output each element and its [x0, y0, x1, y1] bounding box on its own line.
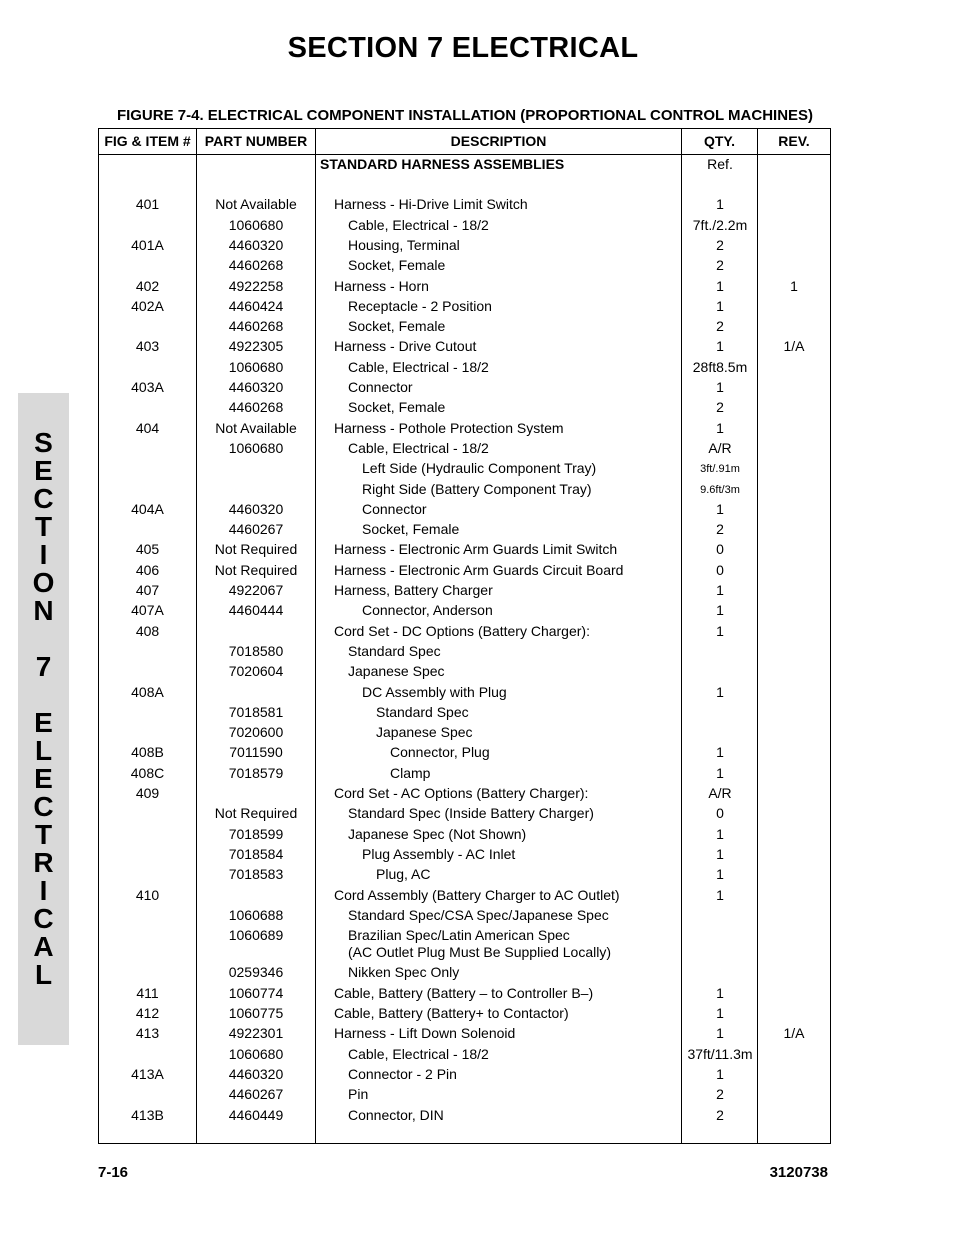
- row-quantity: 0: [716, 541, 724, 558]
- row-quantity: 1: [716, 602, 724, 619]
- row-quantity: Ref.: [707, 156, 733, 172]
- column-header-item: FIG & ITEM #: [104, 133, 191, 149]
- row-part-number: Not Required: [214, 541, 298, 558]
- document-number: 3120738: [769, 1164, 828, 1181]
- row-item-number: 407A: [131, 602, 164, 619]
- row-description: Nikken Spec Only: [348, 964, 460, 981]
- row-item-number: 404: [135, 419, 160, 436]
- table-row: [99, 399, 830, 419]
- table-row: [99, 684, 830, 704]
- row-quantity: 9.6ft/3m: [700, 483, 740, 496]
- column-header-part-number: PART NUMBER: [204, 133, 308, 149]
- row-description: Cable, Battery (Battery+ to Contactor): [334, 1005, 569, 1021]
- row-part-number: 7011590: [229, 744, 283, 761]
- row-item-number: 409: [135, 785, 160, 801]
- row-part-number: 4460320: [228, 236, 284, 253]
- row-item-number: 405: [135, 541, 160, 558]
- table-row: [99, 724, 830, 744]
- row-part-number: 4922258: [228, 277, 284, 294]
- row-quantity: 1: [716, 845, 724, 862]
- row-part-number: 7018584: [228, 845, 284, 862]
- row-description: Harness - Lift Down Solenoid: [334, 1025, 516, 1042]
- row-item-number: 401: [135, 196, 160, 213]
- column-header-rev: REV.: [778, 133, 810, 149]
- row-quantity: 1: [716, 297, 724, 314]
- table-row: [99, 846, 830, 866]
- row-item-number: 402: [135, 277, 160, 294]
- row-quantity: 1: [716, 866, 724, 883]
- row-quantity: 2: [716, 1086, 724, 1103]
- column-header-description: DESCRIPTION: [450, 133, 547, 149]
- row-quantity: 1: [716, 984, 724, 1001]
- row-part-number: 7018599: [228, 825, 284, 842]
- row-quantity: A/R: [708, 785, 732, 801]
- row-part-number: 4460268: [228, 257, 284, 274]
- row-part-number: 1060774: [228, 984, 284, 1001]
- row-quantity: 7ft./2.2m: [692, 216, 748, 233]
- page-number: 7-16: [98, 1164, 129, 1181]
- table-row: [99, 257, 830, 277]
- section-side-tab: [18, 393, 69, 1045]
- row-quantity: 1: [716, 744, 724, 761]
- row-description: Japanese Spec: [376, 724, 473, 741]
- row-description: Socket, Female: [348, 257, 446, 274]
- row-description: Left Side (Hydraulic Component Tray): [362, 460, 597, 477]
- row-part-number: 4460320: [228, 1065, 284, 1082]
- table-row: [99, 521, 830, 541]
- row-quantity: 1: [716, 419, 724, 436]
- table-row: [99, 217, 830, 237]
- side-tab-letter: T: [34, 511, 53, 542]
- table-row: [99, 744, 830, 764]
- table-row: [99, 907, 830, 927]
- row-revision: 1/A: [783, 1025, 805, 1042]
- row-description: Cord Assembly (Battery Charger to AC Outlet): [334, 886, 620, 903]
- row-part-number: 4460444: [228, 602, 284, 619]
- table-row: [99, 623, 830, 643]
- row-part-number: 1060688: [228, 906, 284, 923]
- row-item-number: 413: [135, 1025, 160, 1042]
- row-description: Socket, Female: [348, 318, 446, 335]
- side-tab-letter: O: [32, 567, 55, 598]
- row-part-number: Not Available: [215, 196, 297, 213]
- table-row: [99, 765, 830, 785]
- row-part-number: 1060680: [228, 358, 284, 375]
- row-quantity: 2: [716, 1106, 724, 1123]
- row-description: Harness - Pothole Protection System: [334, 419, 564, 436]
- figure-title: FIGURE 7-4. ELECTRICAL COMPONENT INSTALLATION (PROPORTIONAL CONTROL MACHINES): [116, 107, 814, 124]
- side-tab-letter: 7: [35, 651, 52, 682]
- row-item-number: 403: [135, 338, 160, 355]
- table-row: [99, 562, 830, 582]
- row-description: Harness - Electronic Arm Guards Circuit Board: [334, 561, 624, 578]
- row-quantity: 2: [716, 399, 724, 416]
- row-item-number: 410: [135, 886, 160, 903]
- table-row: [99, 1066, 830, 1086]
- row-revision: 1/A: [783, 338, 805, 355]
- table-row: [99, 318, 830, 338]
- row-description: Brazilian Spec/Latin American Spec: [348, 927, 570, 944]
- table-row: [99, 237, 830, 257]
- row-part-number: 4460267: [228, 521, 284, 538]
- side-tab-letter: I: [39, 539, 48, 570]
- table-row: [99, 785, 830, 805]
- row-quantity: 1: [716, 582, 724, 598]
- row-description: Standard Spec/CSA Spec/Japanese Spec: [348, 906, 609, 923]
- row-quantity: 1: [716, 622, 724, 639]
- side-tab-letter: N: [33, 595, 54, 626]
- table-row: [99, 196, 830, 216]
- row-part-number: 7020604: [228, 663, 284, 680]
- row-description: Connector, Plug: [390, 744, 490, 761]
- row-description: (AC Outlet Plug Must Be Supplied Locally): [348, 944, 612, 961]
- row-item-number: 413A: [131, 1065, 164, 1082]
- table-row: [99, 866, 830, 886]
- table-row: [99, 704, 830, 724]
- row-description: Connector, DIN: [348, 1106, 444, 1123]
- row-description: Connector: [362, 500, 427, 517]
- table-row: [99, 887, 830, 907]
- side-tab-letter: R: [33, 847, 54, 878]
- row-description: Harness - Electronic Arm Guards Limit Switch: [334, 541, 618, 558]
- row-item-number: 406: [135, 561, 160, 578]
- side-tab-letter: S: [34, 427, 53, 458]
- row-part-number: 0259346: [228, 964, 284, 981]
- row-part-number: Not Required: [214, 561, 298, 578]
- table-row: [99, 460, 830, 480]
- section-title: SECTION 7 ELECTRICAL: [287, 32, 639, 64]
- row-item-number: 403A: [131, 379, 164, 395]
- row-item-number: 401A: [131, 236, 164, 253]
- row-part-number: 4922067: [228, 582, 284, 598]
- table-row: [99, 582, 830, 602]
- row-part-number: 4460268: [228, 318, 284, 335]
- row-quantity: 1: [716, 500, 724, 517]
- column-header-qty: QTY.: [703, 133, 736, 149]
- table-row: [99, 501, 830, 521]
- row-revision: 1: [790, 277, 798, 294]
- row-part-number: 1060680: [228, 216, 284, 233]
- table-row: [99, 1005, 830, 1025]
- row-part-number: 4460268: [228, 399, 284, 416]
- row-quantity: 2: [716, 521, 724, 538]
- row-description: DC Assembly with Plug: [362, 683, 507, 700]
- row-part-number: 4460424: [228, 297, 284, 314]
- row-part-number: 4460320: [228, 500, 284, 517]
- row-description: Japanese Spec (Not Shown): [348, 825, 527, 842]
- row-quantity: 37ft/11.3m: [687, 1045, 753, 1062]
- row-quantity: 1: [716, 1005, 724, 1021]
- row-part-number: 7018579: [228, 764, 284, 781]
- row-part-number: 4460449: [228, 1106, 284, 1123]
- row-description: Cable, Electrical - 18/2: [348, 358, 489, 375]
- table-row: [99, 359, 830, 379]
- table-row: [99, 440, 830, 460]
- row-item-number: 413B: [131, 1106, 164, 1123]
- side-tab-letter: E: [34, 763, 53, 794]
- side-tab-letter: I: [39, 875, 48, 906]
- side-tab-letter: A: [33, 931, 54, 962]
- row-description: Housing, Terminal: [348, 236, 460, 253]
- row-part-number: 1060689: [228, 927, 284, 944]
- row-description: Standard Spec (Inside Battery Charger): [348, 805, 594, 822]
- row-part-number: 7018580: [228, 642, 284, 659]
- parts-table: [98, 128, 831, 1144]
- table-row: [99, 826, 830, 846]
- row-quantity: 1: [716, 1025, 724, 1042]
- row-description: Cord Set - DC Options (Battery Charger):: [334, 622, 590, 639]
- row-quantity: 1: [716, 1065, 724, 1082]
- row-part-number: 4460267: [228, 1086, 284, 1103]
- row-quantity: A/R: [708, 439, 732, 456]
- row-description: Connector: [348, 379, 413, 395]
- row-quantity: 1: [716, 683, 724, 700]
- table-row: [99, 420, 830, 440]
- table-row: [99, 379, 830, 399]
- row-item-number: 408B: [131, 744, 164, 761]
- table-row: [99, 156, 830, 176]
- row-description: Cable, Electrical - 18/2: [348, 216, 489, 233]
- row-part-number: 1060680: [228, 439, 284, 456]
- row-item-number: 407: [135, 582, 160, 598]
- header-divider: [99, 154, 830, 155]
- row-item-number: 411: [136, 984, 159, 1001]
- side-tab-letter: E: [34, 707, 53, 738]
- row-description: Socket, Female: [348, 399, 446, 416]
- row-description: Cord Set - AC Options (Battery Charger):: [334, 785, 589, 801]
- table-row: [99, 298, 830, 318]
- row-part-number: 7020600: [228, 724, 284, 741]
- side-tab-letter: C: [33, 903, 54, 934]
- row-description: Cable, Battery (Battery – to Controller B–): [334, 984, 594, 1001]
- table-row: [99, 985, 830, 1005]
- row-quantity: 1: [716, 764, 724, 781]
- row-quantity: 1: [716, 196, 724, 213]
- table-row: [99, 1107, 830, 1127]
- row-part-number: 1060680: [228, 1045, 284, 1062]
- side-tab-letter: L: [34, 735, 53, 766]
- row-item-number: 408C: [130, 764, 165, 781]
- table-row: [99, 663, 830, 683]
- table-row: [99, 944, 830, 964]
- row-item-number: 408: [135, 622, 160, 639]
- table-row: [99, 278, 830, 298]
- row-description: Standard Spec: [376, 703, 469, 720]
- table-row: [99, 643, 830, 663]
- row-part-number: Not Available: [215, 419, 297, 436]
- side-tab-letter: C: [33, 791, 54, 822]
- row-quantity: 2: [716, 257, 724, 274]
- row-quantity: 28ft8.5m: [692, 358, 748, 375]
- row-quantity: 1: [716, 825, 724, 842]
- row-description: Harness - Hi-Drive Limit Switch: [334, 196, 528, 213]
- table-row: [99, 1025, 830, 1045]
- row-quantity: 2: [716, 236, 724, 253]
- row-item-number: 404A: [131, 500, 164, 517]
- row-part-number: Not Required: [214, 805, 298, 822]
- row-quantity: 1: [716, 338, 724, 355]
- row-quantity: 1: [716, 379, 724, 395]
- row-quantity: 0: [716, 561, 724, 578]
- row-description: Harness - Horn: [334, 277, 429, 294]
- row-part-number: 7018581: [228, 703, 284, 720]
- side-tab-letter: L: [34, 959, 53, 990]
- side-tab-letter: E: [34, 455, 53, 486]
- row-part-number: 1060775: [228, 1005, 284, 1021]
- row-item-number: 412: [135, 1005, 160, 1021]
- side-tab-letter: T: [34, 819, 53, 850]
- table-row: [99, 805, 830, 825]
- row-description: Right Side (Battery Component Tray): [362, 480, 592, 497]
- row-description: Connector, Anderson: [362, 602, 493, 619]
- row-description: Clamp: [390, 764, 431, 781]
- row-description: Harness - Drive Cutout: [334, 338, 477, 355]
- row-item-number: 402A: [131, 297, 164, 314]
- row-quantity: 3ft/.91m: [700, 463, 740, 476]
- table-row: [99, 541, 830, 561]
- row-description: Cable, Electrical - 18/2: [348, 1045, 489, 1062]
- row-description: Cable, Electrical - 18/2: [348, 439, 489, 456]
- table-row: [99, 1086, 830, 1106]
- table-row: [99, 481, 830, 501]
- row-part-number: 4460320: [228, 379, 284, 395]
- row-quantity: 0: [716, 805, 724, 822]
- row-part-number: 4922301: [228, 1025, 284, 1042]
- row-description: Connector - 2 Pin: [348, 1065, 457, 1082]
- table-row: [99, 964, 830, 984]
- row-description: Receptacle - 2 Position: [348, 297, 492, 314]
- table-row: [99, 1046, 830, 1066]
- table-row: [99, 602, 830, 622]
- row-description: Plug, AC: [376, 866, 431, 883]
- row-quantity: 1: [716, 886, 724, 903]
- row-description: Japanese Spec: [348, 663, 445, 680]
- row-item-number: 408A: [131, 683, 164, 700]
- row-part-number: 7018583: [228, 866, 284, 883]
- row-description: Pin: [348, 1086, 369, 1103]
- side-tab-letter: C: [33, 483, 54, 514]
- row-description: Standard Spec: [348, 642, 441, 659]
- row-description: STANDARD HARNESS ASSEMBLIES: [320, 156, 565, 172]
- table-row: [99, 338, 830, 358]
- row-part-number: 4922305: [228, 338, 284, 355]
- row-quantity: 1: [716, 277, 724, 294]
- row-quantity: 2: [716, 318, 724, 335]
- row-description: Plug Assembly - AC Inlet: [362, 845, 516, 862]
- row-description: Socket, Female: [362, 521, 460, 538]
- row-description: Harness, Battery Charger: [334, 582, 493, 598]
